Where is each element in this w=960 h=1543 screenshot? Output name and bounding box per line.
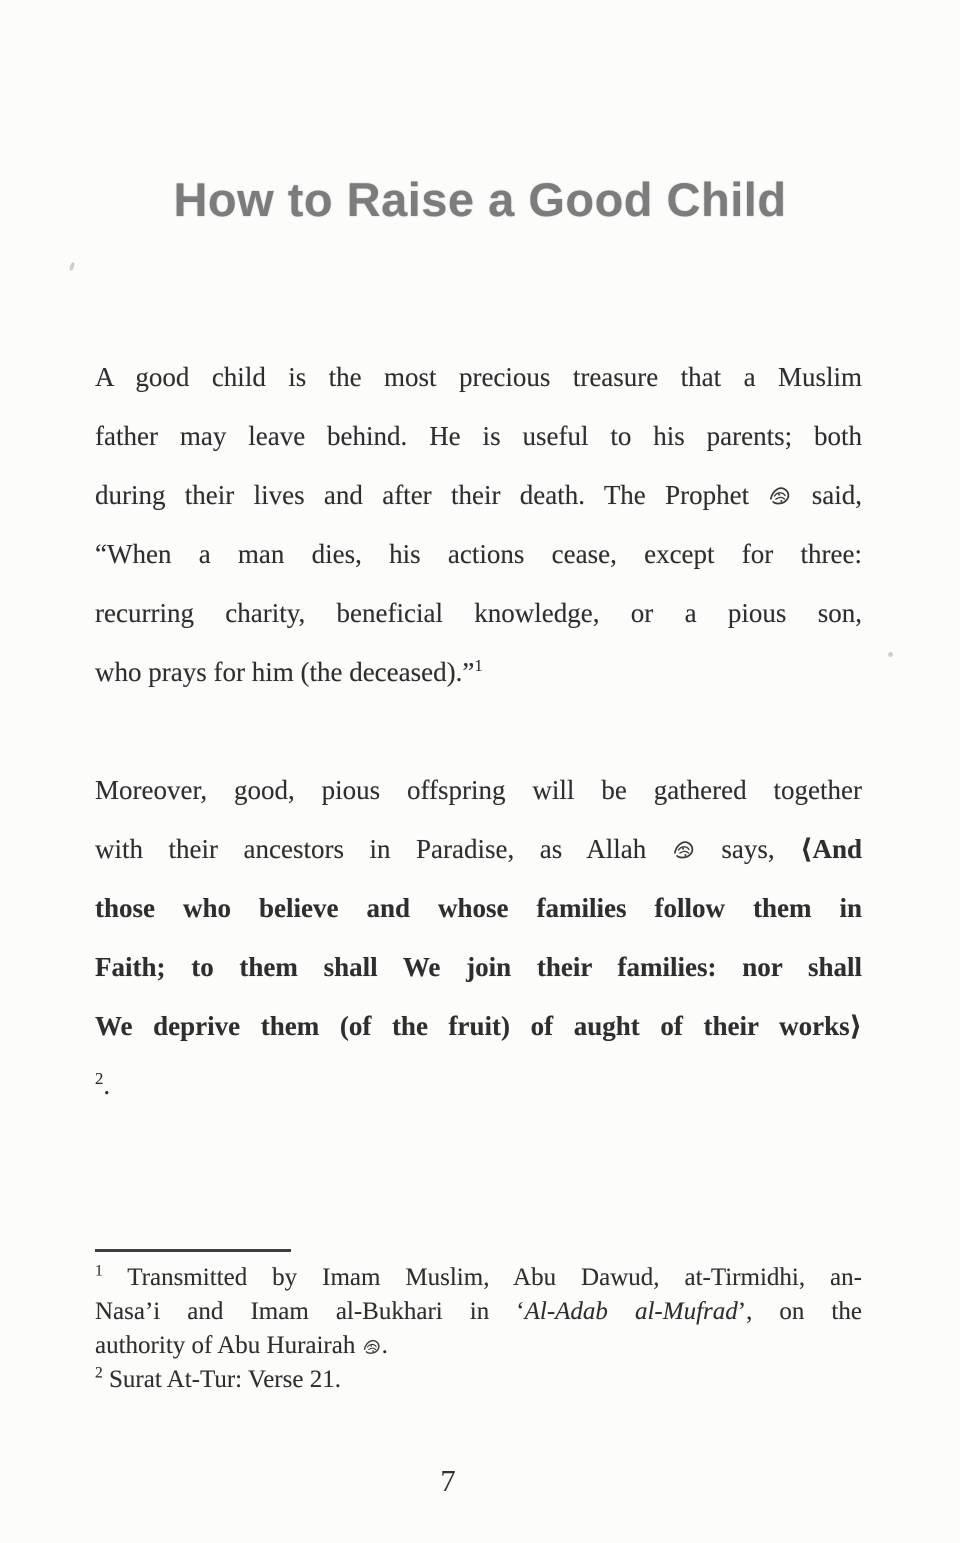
footnote-1-marker: 1 — [95, 1262, 103, 1280]
body-line: A good child is the most precious treasure that a Muslim — [95, 362, 862, 392]
body-line-text: . — [103, 1070, 111, 1100]
body-line — [95, 820, 862, 879]
footnote-line-text: ’, on the — [737, 1298, 862, 1325]
page-number: 7 — [440, 1463, 456, 1498]
footnote-line-text: . — [381, 1332, 388, 1359]
footnote-reference-1: 1 — [474, 656, 483, 675]
body-line — [95, 643, 862, 702]
paragraph-1 — [95, 348, 862, 702]
footnote-line-text: Transmitted by Imam Muslim, Abu Dawud, at-Tirmidhi, an- — [127, 1264, 862, 1291]
scan-speck — [888, 652, 893, 657]
footnote-line — [95, 1363, 862, 1397]
footnote-1 — [95, 1261, 862, 1363]
body-line — [95, 1056, 862, 1115]
paragraph-2 — [95, 761, 862, 1115]
footnote-line-text: Surat At-Tur: Verse 21. — [109, 1366, 341, 1393]
body-line-text: with their ancestors in Paradise, as Allah — [95, 834, 647, 864]
footnote-2-marker: 2 — [95, 1364, 103, 1382]
footnote-line-text: Nasa’i and Imam al-Bukhari in ‘ — [95, 1298, 525, 1325]
quran-quote-line: We deprive them (of the fruit) of aught of their works⟩ — [95, 1011, 862, 1041]
radiallahu-anhu-honorific-icon — [362, 1338, 382, 1356]
footnote-2 — [95, 1363, 862, 1397]
footnote-reference-2: 2 — [95, 1069, 104, 1088]
quran-quote-line: those who believe and whose families follow them in — [95, 893, 862, 923]
footnote-line — [95, 1329, 862, 1363]
footnote-line-text: authority of Abu Hurairah — [95, 1332, 356, 1359]
body-line-text: said, — [811, 480, 863, 510]
body-line-text: during their lives and after their death. The Prophet — [95, 480, 750, 510]
quran-quote-start: ⟨And — [800, 834, 863, 864]
body-line: “When a man dies, his actions cease, except for three: — [95, 539, 862, 569]
book-title-italic: Al-Adab al-Mufrad — [524, 1298, 738, 1325]
body-line: father may leave behind. He is useful to his parents; both — [95, 421, 862, 451]
scan-speck — [69, 262, 76, 272]
body-line: recurring charity, beneficial knowledge, or a pious son, — [95, 598, 862, 628]
quran-quote-line: Faith; to them shall We join their families: nor shall — [95, 952, 862, 982]
prophet-pbuh-honorific-icon — [768, 485, 792, 507]
body-text — [95, 348, 862, 1115]
body-line-text: who prays for him (the deceased).” — [95, 657, 475, 687]
page-title: How to Raise a Good Child — [173, 173, 787, 226]
footnote-separator-rule — [95, 1249, 291, 1252]
allah-swt-honorific-icon — [672, 839, 696, 861]
footnotes-section — [95, 1261, 862, 1397]
body-line-text: says, — [721, 834, 775, 864]
body-line: Moreover, good, pious offspring will be gathered together — [95, 775, 862, 805]
body-line — [95, 466, 862, 525]
footnote-line — [95, 1295, 862, 1329]
footnote-line — [95, 1261, 862, 1295]
